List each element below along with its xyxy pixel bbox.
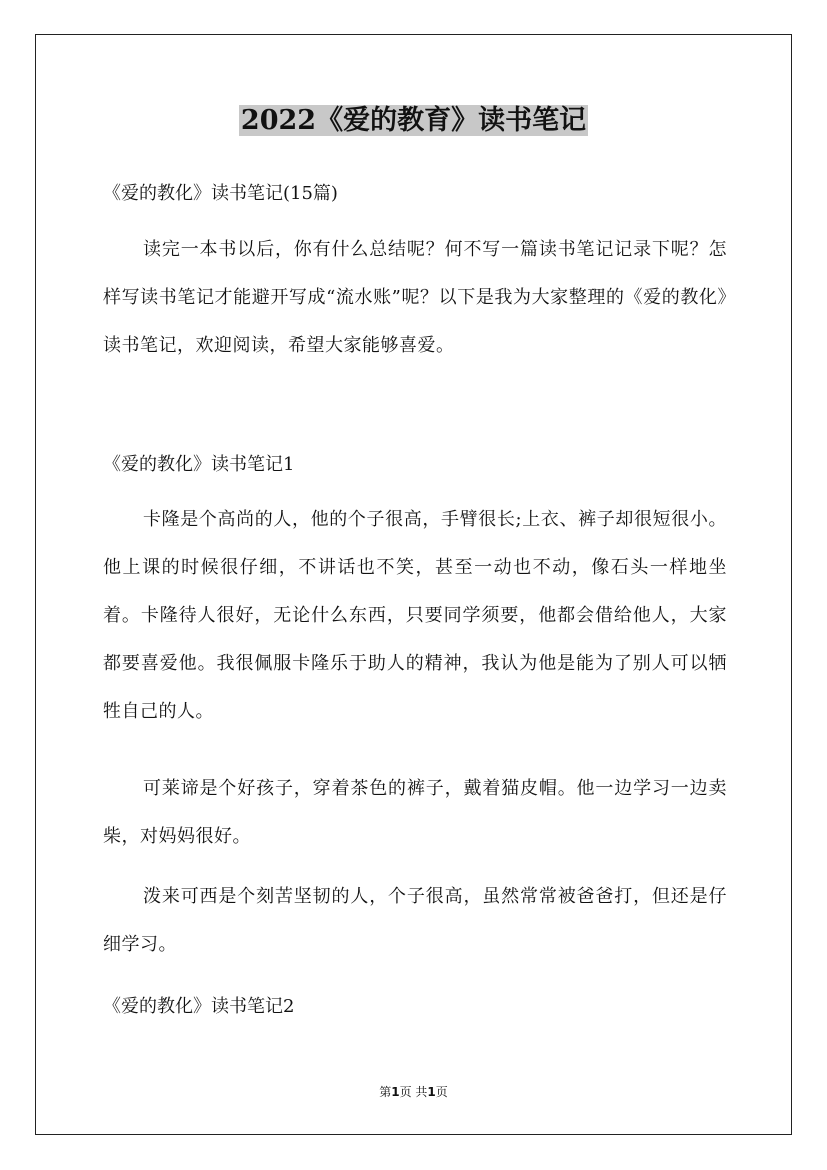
footer-page-prefix: 第 xyxy=(379,1085,392,1099)
page-footer xyxy=(0,1084,827,1100)
title-text: 2022《爱的教育》读书笔记 xyxy=(240,105,587,136)
section-1-paragraph-3: 泼来可西是个刻苦坚韧的人，个子很高，虽然常常被爸爸打，但还是仔细学习。 xyxy=(103,886,727,955)
section-1-heading: 《爱的教化》读书笔记1 xyxy=(103,454,295,475)
footer-page-total: 1 xyxy=(427,1085,436,1099)
section-2-heading: 《爱的教化》读书笔记2 xyxy=(103,996,295,1017)
section-1-paragraph-1: 卡隆是个高尚的人，他的个子很高，手臂很长;上衣、裤子却很短很小。他上课的时候很仔细，不讲话也不笑，甚至一动也不动，像石头一样地坐着。卡隆待人很好，无论什么东西，只要同学须要，他都会借给他人，大家都要喜爱他。我很佩服卡隆乐于助人的精神，我认为他是能为了别人可以牺牲自己的人。 xyxy=(103,509,727,722)
section-1-paragraph-2: 可莱谛是个好孩子，穿着茶色的裤子，戴着猫皮帽。他一边学习一边卖柴，对妈妈很好。 xyxy=(103,778,727,847)
intro-paragraph: 读完一本书以后，你有什么总结呢？何不写一篇读书笔记记录下呢？怎样写读书笔记才能避开写成“流水账”呢？以下是我为大家整理的《爱的教化》读书笔记，欢迎阅读，希望大家能够喜爱。 xyxy=(103,239,727,356)
document-subtitle: 《爱的教化》读书笔记(15篇) xyxy=(103,183,338,204)
footer-page-current: 1 xyxy=(391,1085,400,1099)
footer-page-mid: 页 共 xyxy=(399,1085,428,1099)
document-title xyxy=(0,100,827,142)
footer-page-suffix: 页 xyxy=(435,1085,448,1099)
